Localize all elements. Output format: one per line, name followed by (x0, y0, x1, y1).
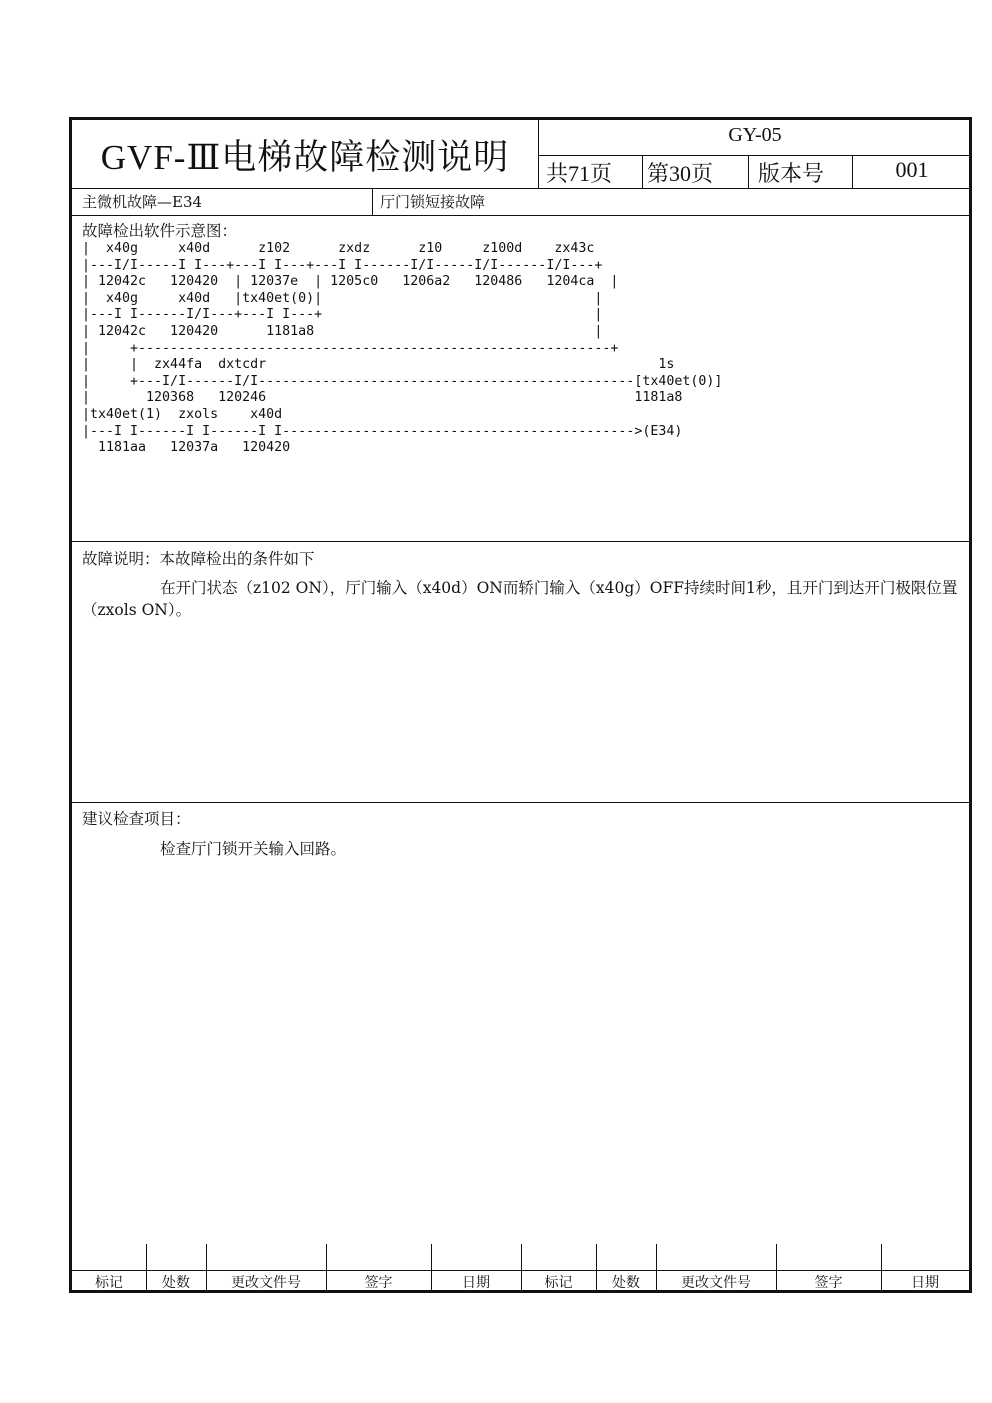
diagram-line: | x40g x40d |tx40et(0)| | (82, 290, 603, 306)
diagram-line: 1181aa 12037a 120420 (82, 440, 291, 456)
diagram-line: | | zx44fa dxtcdr 1s (82, 357, 675, 373)
ladder-diagram (82, 241, 722, 457)
page-number: 第30页 (647, 161, 714, 186)
diagram-line: |---I I------I/I---+---I I---+ | (82, 307, 603, 323)
divider (748, 155, 749, 188)
footer-label: 处数 (162, 1275, 190, 1291)
divider (372, 188, 373, 215)
footer-label: 标记 (95, 1275, 123, 1291)
footer-label: 更改文件号 (681, 1275, 751, 1291)
footer-label: 日期 (462, 1275, 490, 1291)
suggestion-text: 检查厅门锁开关输入回路。 (160, 840, 347, 858)
diagram-line: | 12042c 120420 | 12037e | 1205c0 1206a2 120486 1204ca | (82, 274, 619, 290)
version-label: 版本号 (758, 161, 825, 186)
divider (72, 802, 969, 803)
suggestion-title: 建议检查项目： (82, 810, 191, 828)
fault-name: 厅门锁短接故障 (380, 193, 486, 211)
diagram-line: |---I I------I I------I I-------------------------------------------->(E34) (82, 423, 683, 439)
footer-label: 日期 (911, 1275, 939, 1291)
divider (642, 155, 643, 188)
version-value: 001 (895, 157, 929, 182)
diagram-line: | +---I/I------I/I-----------------------------------------------[tx40et(0)] (82, 373, 723, 389)
footer-label: 标记 (544, 1275, 573, 1291)
footer-label: 更改文件号 (231, 1275, 301, 1291)
divider (72, 188, 969, 189)
divider (538, 155, 972, 156)
description-title: 故障说明：本故障检出的条件如下 (82, 550, 315, 568)
document-frame (69, 117, 972, 1293)
diagram-line: | 12042c 120420 1181a8 | (82, 323, 603, 339)
doc-title: GVF-Ⅲ电梯故障检测说明 (100, 138, 510, 177)
doc-code: GY-05 (728, 124, 782, 146)
diagram-line: |---I/I-----I I---+---I I---+---I I------I/I-----I/I------I/I---+ (82, 257, 603, 273)
diagram-line: | 120368 120246 1181a8 (82, 390, 683, 406)
footer-label: 处数 (612, 1275, 640, 1291)
footer-label: 签字 (814, 1275, 843, 1291)
diagram-title: 故障检出软件示意图： (82, 222, 238, 240)
total-pages: 共71页 (546, 161, 613, 186)
fault-code: 主微机故障—E34 (82, 193, 203, 211)
diagram-line: |tx40et(1) zxols x40d (82, 406, 283, 422)
divider (72, 541, 969, 542)
divider (72, 215, 969, 216)
diagram-line: | +-----------------------------------------------------------+ (82, 340, 619, 356)
diagram-line: | x40g x40d z102 zxdz z10 z100d zx43c (82, 241, 595, 256)
description-text: 在开门状态（z102 ON），厅门输入（x40d）ON而轿门输入（x40g）OFF持续时间1秒，且开门到达开门极限位置（zxols ON）。 (82, 579, 958, 619)
footer-label: 签字 (364, 1275, 393, 1291)
